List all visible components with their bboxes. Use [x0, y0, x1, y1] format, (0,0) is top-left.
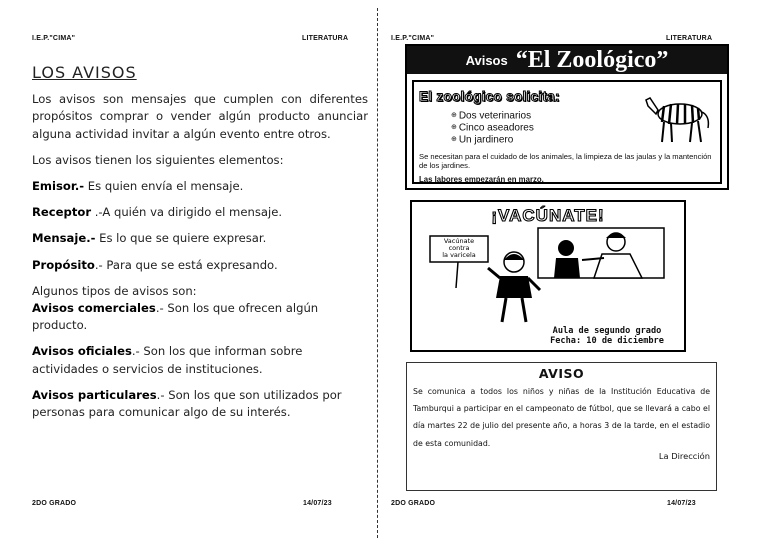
- element-text: .- Para que se está expresando.: [94, 257, 278, 272]
- aviso-box: [406, 362, 717, 491]
- element-mensaje: [32, 230, 368, 247]
- element-emisor: [32, 178, 368, 195]
- left-header-school: I.E.P."CIMA": [32, 35, 76, 42]
- intro-paragraph: Los avisos son mensajes que cumplen con diferentes propósitos comprar o vender algún producto anunciar alguna actividad invitar a algún evento entre otros.: [32, 92, 368, 141]
- list-item: ⊕ Dos veterinarios: [451, 110, 715, 122]
- zoo-banner-title: “El Zoológico”: [515, 46, 669, 73]
- aviso-body: Se comunica a todos los niños y niñas de la Institución Educativa de Tamburqui a participar en el campeonato de fútbol, que se llevará a cabo el día martes 22 de julio del presente año, a horas 3 de la tarde, en el estadio de esta comunidad.: [413, 387, 710, 448]
- right-footer-date: 14/07/23: [667, 500, 696, 507]
- list-item: ⊕ Un jardinero: [451, 134, 715, 146]
- element-term: Emisor.-: [32, 179, 85, 194]
- right-header-subject: LITERATURA: [666, 35, 713, 42]
- page-divider: [377, 8, 378, 538]
- type-term: Avisos comerciales: [32, 301, 156, 316]
- zebra-icon: [644, 88, 714, 146]
- element-text: Es quien envía el mensaje.: [84, 179, 244, 194]
- caption-line: Fecha: 10 de diciembre: [550, 336, 664, 346]
- aviso-title: AVISO: [538, 366, 585, 381]
- element-term: Propósito: [32, 257, 95, 272]
- elements-intro: Los avisos tienen los siguientes elementos:: [32, 152, 284, 167]
- vaccine-illustration: [416, 226, 684, 326]
- zoo-notice: [405, 44, 729, 190]
- types-intro: Algunos tipos de avisos son:: [32, 283, 197, 298]
- zoo-description: Se necesitan para el cuidado de los animales, la limpieza de las jaulas y la mantención de los jardines.: [419, 151, 712, 170]
- zoo-banner: [407, 46, 727, 74]
- left-page-content: [32, 64, 368, 430]
- type-term: Avisos particulares: [32, 387, 157, 402]
- sign-line: la varicela: [442, 251, 476, 259]
- vaccine-caption: [532, 326, 682, 346]
- type-term: Avisos oficiales: [32, 344, 132, 359]
- page-title: LOS AVISOS: [32, 63, 137, 82]
- sign-line: Vacúnate: [443, 237, 475, 245]
- aviso-signature: La Dirección: [658, 450, 710, 461]
- left-footer-grade: 2DO GRADO: [32, 500, 77, 507]
- type-particulares: [32, 387, 368, 421]
- zoo-inner-box: [412, 80, 722, 184]
- element-term: Mensaje.-: [32, 231, 96, 246]
- type-comerciales: [32, 300, 368, 334]
- right-footer-grade: 2DO GRADO: [391, 500, 436, 507]
- element-text: .-A quién va dirigido el mensaje.: [91, 205, 283, 220]
- type-text: .- Son los que informan sobre actividades o servicios de instituciones.: [32, 344, 303, 376]
- element-text: Es lo que se quiere expresar.: [95, 231, 267, 246]
- vaccine-title: ¡VACÚNATE!: [491, 206, 605, 225]
- caption-line: Aula de segundo grado: [552, 326, 662, 336]
- left-header-subject: LITERATURA: [302, 35, 349, 42]
- left-footer-date: 14/07/23: [303, 500, 332, 507]
- zoo-subtitle: El zoológico solicita:: [419, 89, 560, 104]
- right-header-school: I.E.P."CIMA": [391, 35, 435, 42]
- element-receptor: [32, 204, 368, 221]
- type-oficiales: [32, 343, 368, 377]
- sign-line: contra: [448, 244, 470, 252]
- zoo-banner-word: Avisos: [465, 52, 508, 68]
- type-text: .- Son los que son utilizados por personas para comunicar algo de su interés.: [32, 387, 342, 420]
- type-text: .- Son los que ofrecen algún producto.: [32, 301, 319, 333]
- zoo-footer: Las labores empezarán en marzo.: [419, 174, 544, 184]
- list-item: ⊕ Cinco aseadores: [451, 122, 715, 134]
- vaccine-poster: [410, 200, 686, 352]
- element-proposito: [32, 257, 368, 274]
- element-term: Receptor: [32, 205, 92, 220]
